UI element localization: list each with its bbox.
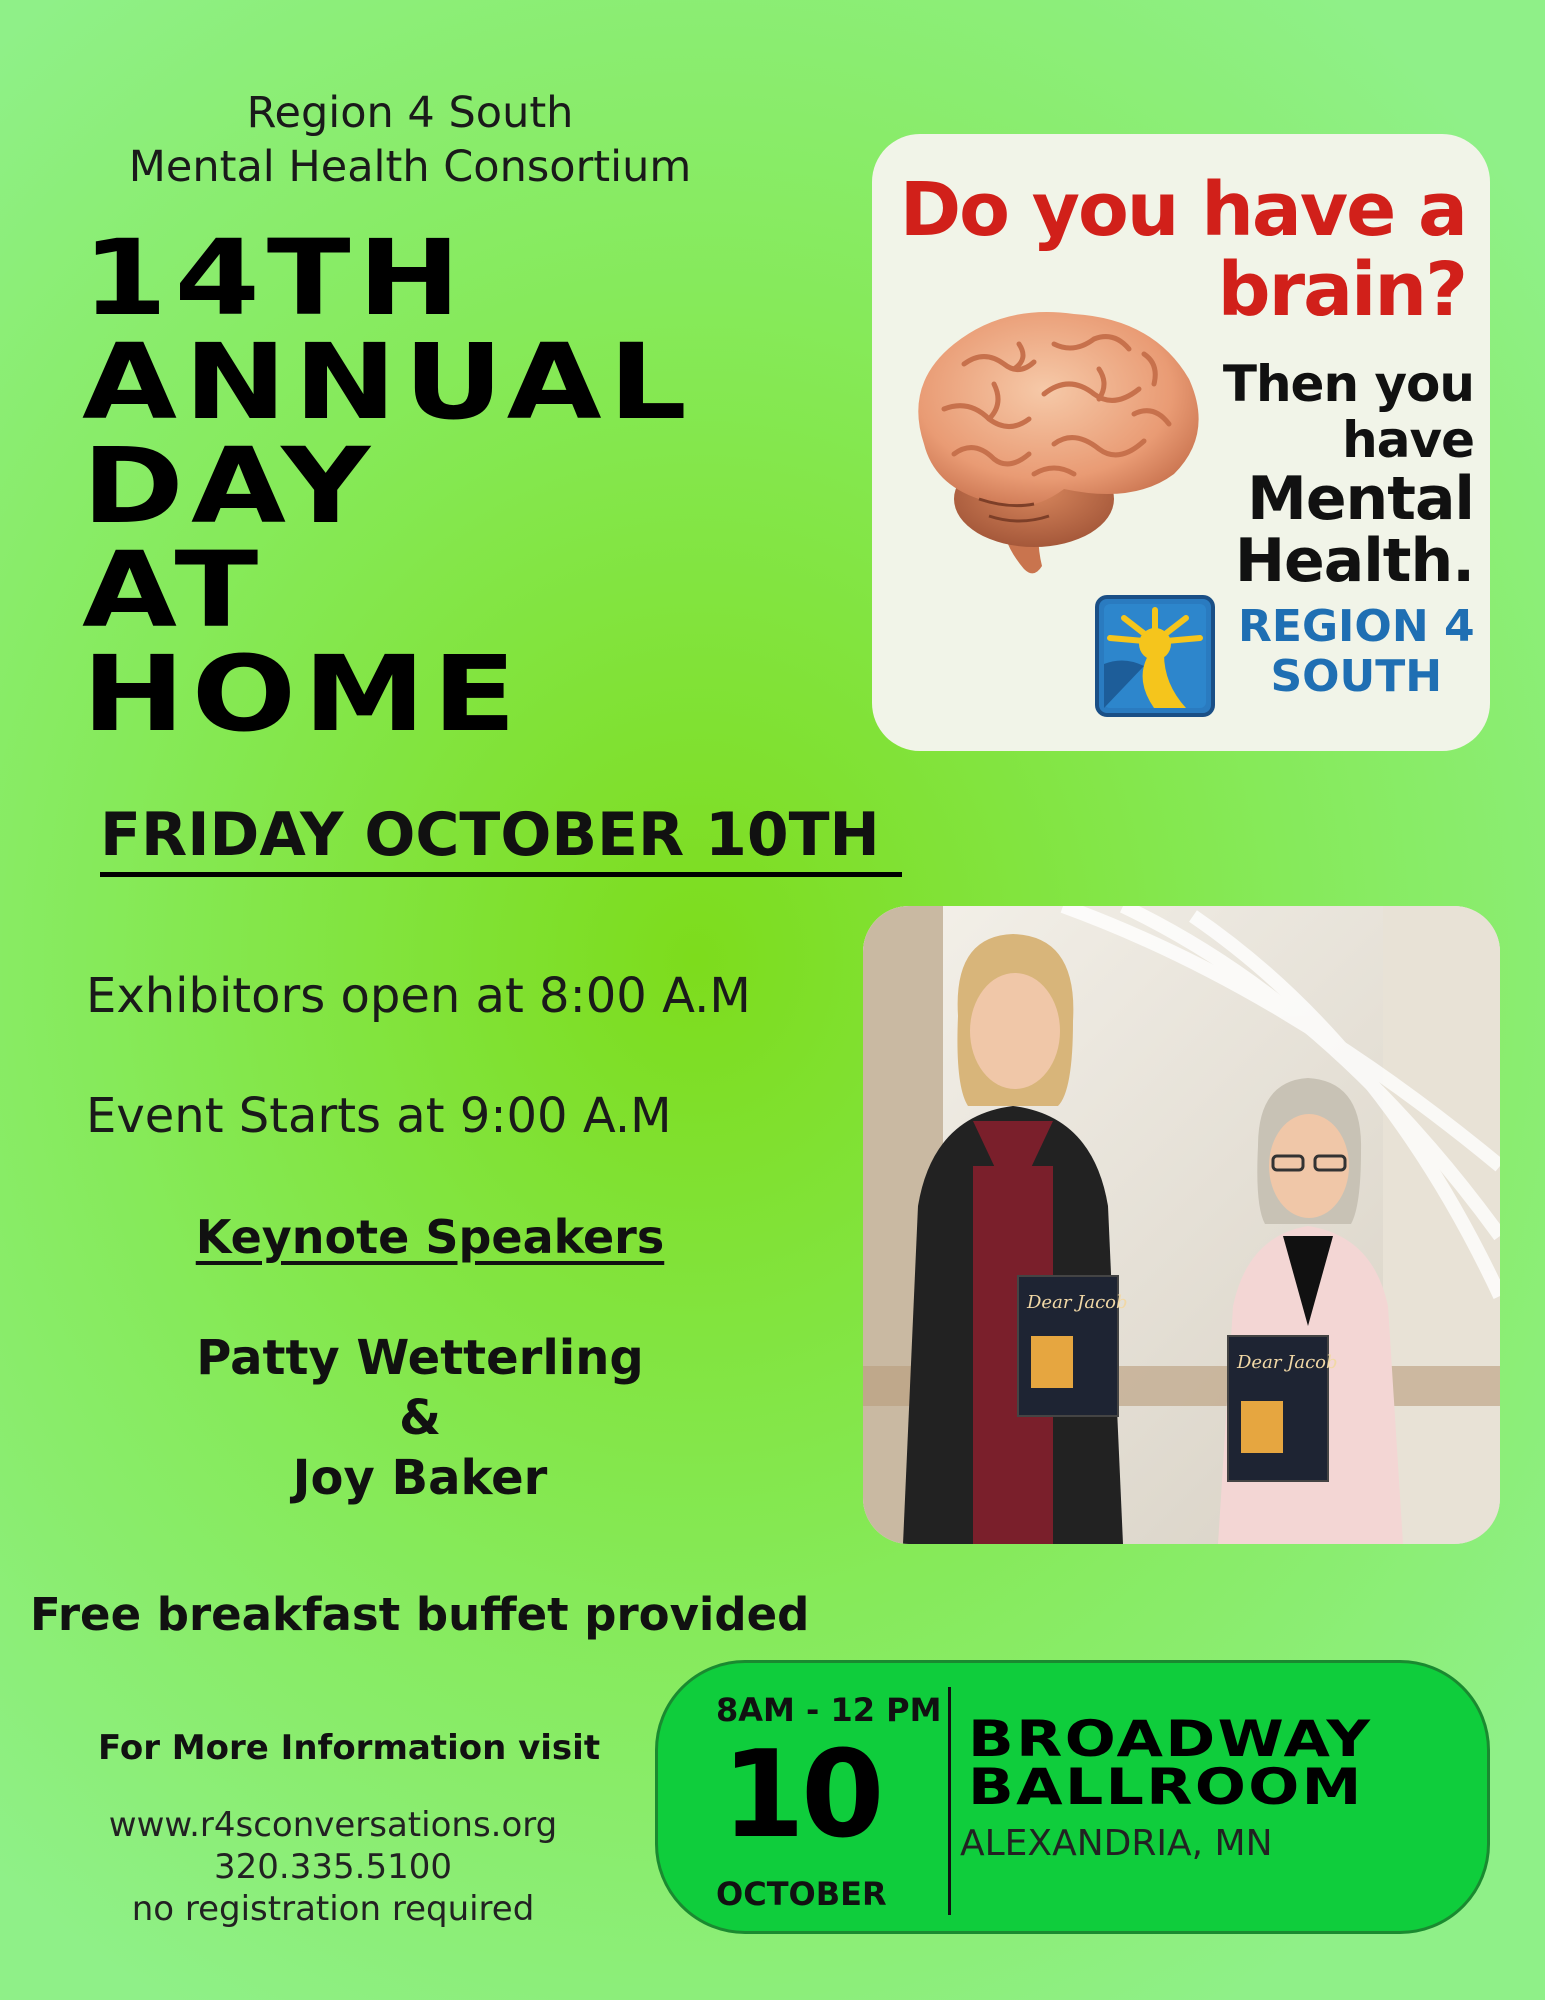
title-line-4: AT <box>82 529 266 651</box>
keynote-heading: Keynote Speakers <box>195 1210 665 1264</box>
venue-line-1: BROADWAY <box>968 1710 1373 1768</box>
speaker-2: Joy Baker <box>292 1450 548 1506</box>
divider <box>948 1687 951 1915</box>
registration-note: no registration required <box>131 1889 535 1929</box>
event-date: FRIDAY OCTOBER 10TH <box>100 800 902 877</box>
event-day: 10 <box>721 1726 881 1865</box>
website-link[interactable]: www.r4sconversations.org <box>108 1805 558 1845</box>
logo-line-1: REGION 4 <box>1238 601 1475 652</box>
phone-number: 320.335.5100 <box>214 1847 452 1887</box>
venue-line-2: BALLROOM <box>968 1758 1364 1816</box>
event-start-time: Event Starts at 9:00 A.M <box>86 1088 672 1144</box>
speakers-photo-illustration <box>863 906 1500 1544</box>
speakers <box>120 1328 720 1508</box>
answer-line-4: Health. <box>1234 526 1474 596</box>
venue-city: ALEXANDRIA, MN <box>960 1823 1273 1864</box>
question-line-2: brain? <box>1217 247 1466 333</box>
logo-line-2: SOUTH <box>1270 651 1443 702</box>
title-line-1: 14TH <box>82 217 468 339</box>
speaker-ampersand: & <box>399 1390 441 1446</box>
region-4-south-wordmark <box>1238 602 1475 702</box>
more-info-heading: For More Information visit <box>98 1728 601 1768</box>
title-line-3: DAY <box>82 425 378 547</box>
answer-line-3: Mental <box>1247 464 1474 534</box>
book-title-left: Dear Jacob <box>1027 1292 1128 1313</box>
event-details-box <box>655 1660 1490 1934</box>
org-line-2: Mental Health Consortium <box>128 142 692 192</box>
breakfast-note: Free breakfast buffet provided <box>30 1588 810 1641</box>
speaker-1: Patty Wetterling <box>196 1330 644 1386</box>
venue-name <box>968 1710 1373 1816</box>
org-line-1: Region 4 South <box>246 88 574 138</box>
event-title <box>82 217 932 755</box>
event-month: OCTOBER <box>716 1875 887 1913</box>
mental-health-card <box>872 134 1490 751</box>
brain-illustration <box>884 284 1224 584</box>
answer-line-1: Then you <box>1222 355 1474 413</box>
exhibitors-time: Exhibitors open at 8:00 A.M <box>86 968 751 1024</box>
contact-block <box>88 1804 578 1930</box>
event-time: 8AM - 12 PM <box>716 1691 942 1729</box>
title-line-2: ANNUAL <box>82 321 694 443</box>
answer-line-2: have <box>1342 411 1474 469</box>
title-line-5: HOME <box>82 633 524 755</box>
speakers-photo <box>863 906 1500 1544</box>
region-4-south-logo-icon <box>1094 594 1216 718</box>
question-line-1: Do you have a <box>899 167 1466 253</box>
brain-answer <box>1222 355 1474 596</box>
book-title-right: Dear Jacob <box>1237 1352 1338 1373</box>
organizer-name <box>80 86 740 194</box>
